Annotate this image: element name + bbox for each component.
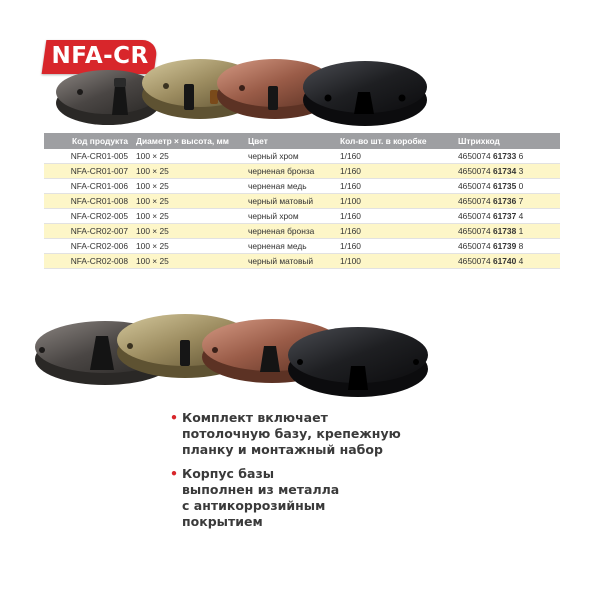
row-color: черненая медь [244, 179, 336, 194]
row-qty: 1/160 [336, 164, 454, 179]
barcode-prefix: 4650074 [458, 151, 491, 161]
row-code: NFA-CR01-006 [44, 179, 132, 194]
row-code: NFA-CR02-005 [44, 209, 132, 224]
brand-logo-text: NFA-CR [51, 43, 149, 69]
row-color: черненая бронза [244, 164, 336, 179]
barcode-main: 61740 [492, 256, 517, 266]
row-color: черненая медь [244, 239, 336, 254]
row-barcode [454, 194, 560, 209]
barcode-suffix: 8 [518, 241, 524, 251]
barcode-main: 61734 [492, 166, 517, 176]
row-size: 100 × 25 [132, 239, 244, 254]
barcode-main: 61737 [492, 211, 517, 221]
row-size: 100 × 25 [132, 254, 244, 269]
row-code: NFA-CR01-007 [44, 164, 132, 179]
feature-line: выполнен из металла [182, 482, 340, 497]
header-qty: Кол-во шт. в коробке [336, 133, 454, 149]
barcode-suffix: 3 [518, 166, 524, 176]
row-size: 100 × 25 [132, 164, 244, 179]
feature-line: с антикоррозийным [182, 498, 326, 513]
feature-item [170, 466, 410, 530]
barcode-suffix: 4 [518, 211, 524, 221]
barcode-prefix: 4650074 [458, 181, 491, 191]
row-qty: 1/160 [336, 239, 454, 254]
feature-line: Комплект включает [182, 410, 328, 425]
barcode-main: 61739 [492, 241, 517, 251]
row-qty: 1/100 [336, 254, 454, 269]
barcode-suffix: 7 [518, 196, 524, 206]
table-row [44, 194, 560, 209]
header-color: Цвет [244, 133, 336, 149]
row-size: 100 × 25 [132, 209, 244, 224]
header-size: Диаметр × высота, мм [132, 133, 244, 149]
table-row [44, 164, 560, 179]
row-size: 100 × 25 [132, 194, 244, 209]
row-qty: 1/100 [336, 194, 454, 209]
table-row [44, 179, 560, 194]
table-row [44, 239, 560, 254]
row-barcode [454, 239, 560, 254]
barcode-suffix: 1 [518, 226, 524, 236]
row-code: NFA-CR02-006 [44, 239, 132, 254]
table-row [44, 224, 560, 239]
row-qty: 1/160 [336, 149, 454, 164]
row-code: NFA-CR01-005 [44, 149, 132, 164]
row-qty: 1/160 [336, 209, 454, 224]
bullet-dot-icon: • [170, 466, 178, 481]
row-barcode [454, 149, 560, 164]
row-size: 100 × 25 [132, 179, 244, 194]
bullet-dot-icon: • [170, 410, 178, 425]
canopy-matte-cr01 [303, 61, 427, 126]
feature-list [170, 410, 410, 538]
row-color: черный матовый [244, 194, 336, 209]
row-color: черненая бронза [244, 224, 336, 239]
table-row [44, 149, 560, 164]
row-size: 100 × 25 [132, 149, 244, 164]
row-code: NFA-CR01-008 [44, 194, 132, 209]
row-qty: 1/160 [336, 179, 454, 194]
barcode-prefix: 4650074 [458, 166, 491, 176]
row-color: черный матовый [244, 254, 336, 269]
row-color: черный хром [244, 149, 336, 164]
row-qty: 1/160 [336, 224, 454, 239]
row-code: NFA-CR02-007 [44, 224, 132, 239]
table-row [44, 254, 560, 269]
barcode-main: 61735 [492, 181, 517, 191]
barcode-prefix: 4650074 [458, 196, 491, 206]
table-row [44, 209, 560, 224]
canopy-matte-cr02 [288, 327, 428, 397]
header-code: Код продукта [44, 133, 132, 149]
barcode-prefix: 4650074 [458, 226, 491, 236]
barcode-prefix: 4650074 [458, 241, 491, 251]
barcode-prefix: 4650074 [458, 211, 491, 221]
barcode-main: 61733 [492, 151, 517, 161]
row-size: 100 × 25 [132, 224, 244, 239]
barcode-suffix: 6 [518, 151, 524, 161]
row-barcode [454, 179, 560, 194]
spec-table-header [44, 133, 560, 149]
barcode-suffix: 4 [518, 256, 524, 266]
barcode-main: 61736 [492, 196, 517, 206]
feature-line: Корпус базы [182, 466, 275, 481]
feature-line: покрытием [182, 514, 263, 529]
row-barcode [454, 224, 560, 239]
row-barcode [454, 209, 560, 224]
row-barcode [454, 164, 560, 179]
row-barcode [454, 254, 560, 269]
row-color: черный хром [244, 209, 336, 224]
barcode-main: 61738 [492, 226, 517, 236]
barcode-suffix: 0 [518, 181, 524, 191]
header-barcode: Штрихкод [454, 133, 560, 149]
barcode-prefix: 4650074 [458, 256, 491, 266]
feature-line: планку и монтажный набор [182, 442, 383, 457]
spec-table [44, 133, 560, 269]
row-code: NFA-CR02-008 [44, 254, 132, 269]
feature-item [170, 410, 410, 458]
feature-line: потолочную базу, крепежную [182, 426, 401, 441]
